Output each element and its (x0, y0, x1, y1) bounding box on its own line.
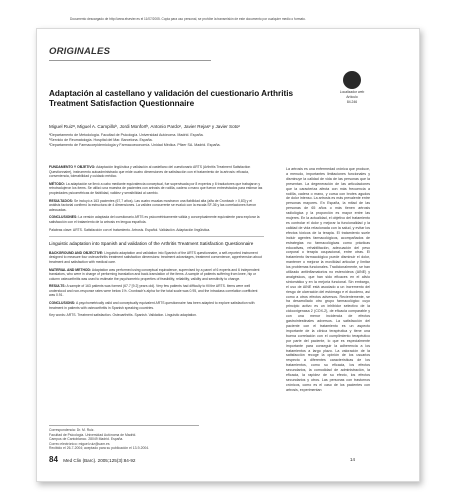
abstract-en-conclusions (49, 301, 264, 310)
abstract-es-conclusions (49, 215, 264, 224)
article-title: Adaptación al castellano y validación del cuestionario Arthritis Treatment Satisfaction Questionnaire (49, 89, 294, 108)
keywords-es: Palabras clave: ARTS. Satisfacción con el tratamiento. Artrosis. Español. Validación. Adaptación lingüística. (49, 227, 211, 232)
author-list: Miguel Ruizᵃ, Miguel A. Campilloᵇ, Jordi Monfortᵇ, Antonio Pardoᶜ, Javier Rejasᶜ y Javier Sotoᶜ (49, 124, 241, 129)
web-locator-logo (337, 71, 367, 104)
body-text-column: La artrosis es una enfermedad crónica que produce, a menudo, importantes limitaciones funcionales y disminuye la calidad de vida de las personas que la presentan. La degeneración de las articulaciones que la caracteriza afecta con más frecuencia a rodilla, cadera o mano, y cursa con brotes agudos de dolor intenso. La artrosis es más prevalente entre personas mayores. En España, la mitad de las personas de 65 años o más tienen artrosis radiológica y la proporción es mayor entre las mujeres. En la actualidad, el objetivo del tratamiento es controlar el dolor y mejorar la funcionalidad y la calidad de vida relacionada con la salud, y evitar los efectos tóxicos de la terapia. El tratamiento suele incluir agentes farmacológicos, acompañados de estrategias no farmacológicas como prácticas educativas, rehabilitación, adecuación del peso corporal o terapia ocupacional, entre otras. El tratamiento farmacológico puede disminuir el dolor, mantener o mejorar la movilidad articular y limitar los problemas funcionales. Tradicionalmente, se han utilizado antiinflamatorios no esteroideos (AINE) y analgésicos, que han sido eficaces en el alivio sintomático y en la mejoría funcional. Sin embargo, el uso de AINE está asociado a un incremento del riesgo de ulceración del estómago e el duodeno, así como a otros efectos adversos. Recientemente, se ha desarrollado otro grupo farmacológico cuyo principio activo es un inhibidor selectivo de la ciclooxigenasa 2 (COX-2), de eficacia comparable y con una menor incidencia de efectos gastrointestinales adversos. La satisfacción del paciente con el tratamiento es un aspecto importante de la clínica terapéutica y tiene una buena correlación con el cumplimiento terapéutico por parte del paciente, lo que es especialmente importante para conseguir la adherencia a los tratamientos a largo plazo. La valoración de la satisfacción recoge la opinión de los usuarios respecto a diferentes características de los tratamientos, como su eficacia, los efectos secundarios, la comodidad de administración, la eficacia, la rapidez de su efecto, los efectos secundarios y otros. Las personas con trastornos crónicos, como es el caso de los pacientes con artrosis, experimentan (286, 167, 370, 392)
abstract-divider (49, 236, 264, 237)
logo-caption-3: 84.246 (346, 100, 358, 104)
abstract-en-results (49, 284, 264, 298)
abstract-text: Se incluyó a 163 pacientes (67,7 años). Las cuatro escalas mostraron una fiabilidad alta (alfa de Cronbach > 0,83) y el análisis factorial confirmó la estructura de 4 dimensiones. La validez concurrente se evaluó con la escala SF-36 y las correlaciones fueron adecuadas. (49, 198, 257, 212)
affiliations (49, 133, 329, 149)
correspondence-block (49, 428, 199, 451)
abstract-text: Adaptación lingüística y validación al castellano del cuestionario ARTS (Arthritis Treatment Satisfaction Questionnaire), instrumento autoadministrado que mide cuatro dimensiones de satisfacción con el tratamiento de la artrosis: eficacia, conveniencia, tolerabilidad y cuidado médico. (49, 165, 251, 179)
abstract-label: RESULTADOS: (49, 198, 73, 203)
abstract-label: MÉTODO: (49, 181, 65, 186)
correspondence-line: Recibido el 26-7-2004; aceptado para su publicación el 13-9-2004. (49, 446, 150, 451)
english-subtitle: Linguistic adaptation into Spanish and validation of the Arthritis Treatment Satisfaction Questionnaire (49, 241, 254, 247)
abstract-es-method (49, 182, 264, 196)
abstract-text: La adaptación se llevó a cabo mediante equivalencia conceptual, fue supervisada por 8 expertos y 6 traductores que trabajaron y retrotradujeron los ítems. Se utilizó una muestra de pacientes con artrosis de rodilla, cadera o mano que fueron entrevistados para estimar las propiedades psicométricas de fiabilidad, validez y sensibilidad al cambio. (49, 181, 263, 195)
correspondence-line: Correspondencia: Dr. M. Ruiz. (49, 428, 95, 432)
section-heading: ORIGINALES (49, 46, 111, 57)
abstract-label: CONCLUSIONS: (49, 301, 76, 306)
page-footer (49, 455, 349, 464)
abstract-column (49, 165, 264, 321)
abstract-text: Linguistic adaptation and validation into Spanish of the ARTS questionnaire, a self-reported instrument designed to measure four osteoarthritis treatment satisfaction dimensions: treatment advantages, treatment convenience, apprehension about treatment and satisfaction with medical care. (49, 250, 262, 264)
abstract-es-results (49, 199, 264, 213)
abstract-text: A sample of 163 patients was formed (67.7 [9.2] years old). Very few patients had difficulty to fill the ARTS. Items were well understood and non-response rates were below 1%. Cronbach's alpha for the total scale was 0.95, and the intraclass correlation coefficient was 0.91. (49, 284, 258, 298)
affiliation-a: ᵃDepartamento de Metodología. Facultad de Psicología. Universidad Autónoma. Madrid. España. (49, 133, 204, 137)
abstract-label: CONCLUSIONES: (49, 215, 78, 220)
keywords-en: Key words: ARTS. Treatment satisfaction. Osteoarthritis. Spanish. Validation. Linguistic adaptation. (49, 313, 198, 318)
abstract-text: A psychometrically valid and conceptually equivalent ARTS questionnaire has been adapted to explore satisfaction with treatment in patients with osteoarthritis in Spanish speaking countries. (49, 301, 255, 310)
logo-caption-2: Artículo (346, 95, 358, 99)
affiliation-b: ᵇServicio de Reumatología. Hospital del Mar. Barcelona. España. (49, 138, 153, 143)
correspondence-line: Facultad de Psicología. Universidad Autónoma de Madrid. (49, 432, 137, 437)
abstract-text: Adaptation was performed using conceptual equivalence, supervised by a panel of 6 experts and 6 independent translators, who were in charge of performing translation and back-translation of the items. A sample of patients suffering from knee, hip or column osteoarthritis was used to estimate the psychometric properties of feasibility, reliability, validity and sensitivity to change. (49, 267, 260, 281)
abstract-en-method (49, 268, 264, 282)
correspondence-line: Campus de Cantoblanco. 28049 Madrid. España. (49, 437, 124, 442)
download-notice: Documento descargado de http://www.elsevier.es el 11/07/2005. Copia para uso personal, se prohíbe la transmisión de este documento por cualquier medio o formato. (70, 17, 306, 21)
journal-citation: Med Clin (Barc). 2005;125(3):84-92 (63, 458, 136, 463)
correspondence-line: Correo electrónico: miguel.ruiz@uam.es (49, 441, 110, 446)
abstract-label: MATERIAL AND METHOD: (49, 267, 92, 272)
abstract-en-background (49, 251, 264, 265)
abstract-es-background (49, 165, 264, 179)
locator-badge-icon (343, 71, 361, 89)
abstract-label: BACKGROUND AND OBJECTIVE: (49, 250, 104, 255)
abstract-label: FUNDAMENTO Y OBJETIVO: (49, 165, 96, 169)
footer-page-number: 84 (49, 455, 58, 464)
abstract-label: RESULTS: (49, 284, 66, 289)
page-number: 14 (350, 457, 355, 462)
affiliation-c: ᶜDepartamento de Farmacoepidemiología y Farmacoeconomía. Unidad Médica. Pfizer SA. Madrid. España. (49, 143, 221, 148)
section-rule (49, 60, 211, 61)
correspondence-rule (49, 425, 199, 426)
abstract-text: La versión adaptada del cuestionario ARTS es psicométricamente válida y conceptualmente equivalente para explorar la satisfacción con el tratamiento de la artrosis en lengua española. (49, 215, 260, 224)
logo-caption-1: Localizador web (339, 90, 365, 94)
